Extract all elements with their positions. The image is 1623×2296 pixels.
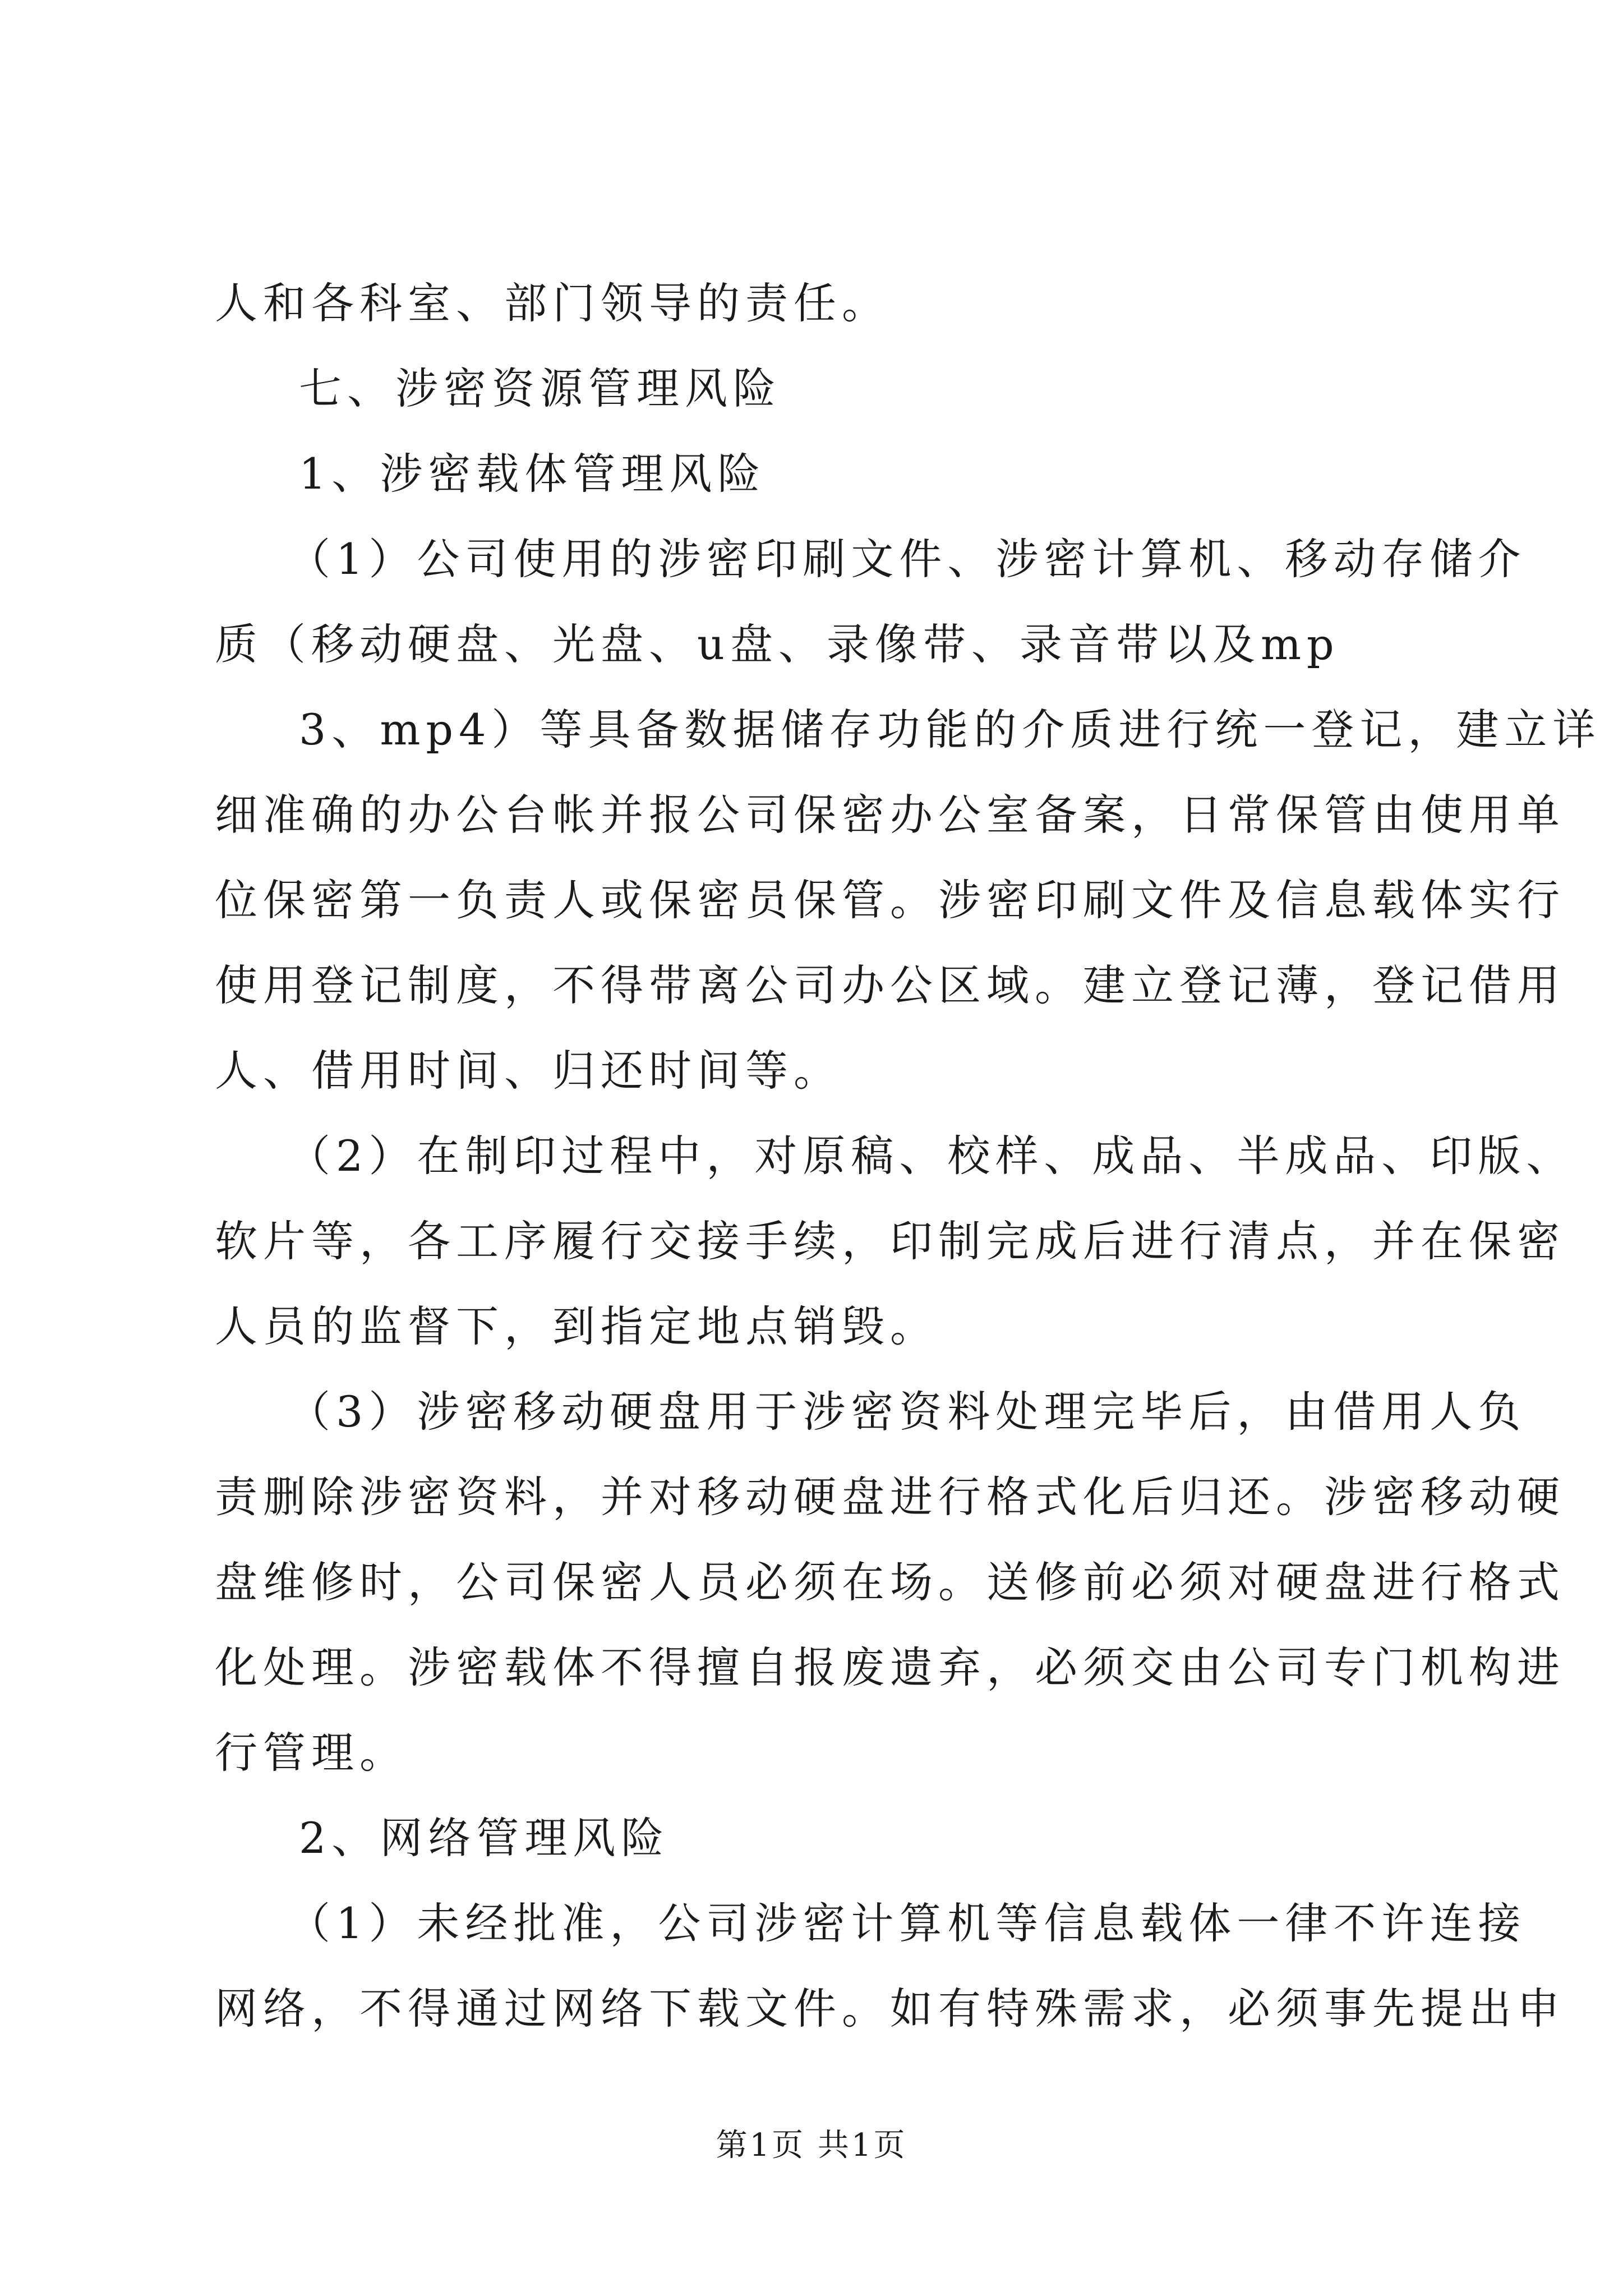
text-line: （2）在制印过程中，对原稿、校样、成品、半成品、印版、 [288,1131,1575,1181]
text-line: 人员的监督下，到指定地点销毁。 [215,1301,938,1351]
text-line: 人、借用时间、归还时间等。 [215,1046,842,1096]
document-body [215,261,1601,2051]
subsection-heading: 1、涉密载体管理风险 [299,449,766,499]
text-line: 3、mp4）等具备数据储存功能的介质进行统一登记，建立详 [299,705,1601,754]
text-line: 使用登记制度，不得带离公司办公区域。建立登记薄，登记借用 [215,960,1565,1010]
text-line: 网络，不得通过网络下载文件。如有特殊需求，必须事先提出申 [215,1984,1565,2033]
text-line: （3）涉密移动硬盘用于涉密资料处理完毕后，由借用人负 [288,1387,1527,1437]
page-footer: 第1页 共1页 [716,2127,907,2164]
text-line: 盘维修时，公司保密人员必须在场。送修前必须对硬盘进行格式 [215,1557,1565,1607]
text-line: 质（移动硬盘、光盘、u盘、录像带、录音带以及mp [215,619,1340,669]
text-line: 行管理。 [215,1728,408,1778]
text-line: 化处理。涉密载体不得擅自报废遗弃，必须交由公司专门机构进 [215,1642,1565,1692]
text-line: 细准确的办公台帐并报公司保密办公室备案，日常保管由使用单 [215,790,1565,840]
text-line: 责删除涉密资料，并对移动硬盘进行格式化后归还。涉密移动硬 [215,1472,1565,1522]
text-line: 软片等，各工序履行交接手续，印制完成后进行清点，并在保密 [215,1216,1565,1266]
text-line: （1）公司使用的涉密印刷文件、涉密计算机、移动存储介 [288,534,1527,584]
text-line: 人和各科室、部门领导的责任。 [215,278,890,328]
section-heading: 七、涉密资源管理风险 [299,364,781,413]
text-line: （1）未经批准，公司涉密计算机等信息载体一律不许连接 [288,1898,1527,1948]
text-line: 位保密第一负责人或保密员保管。涉密印刷文件及信息载体实行 [215,875,1565,925]
subsection-heading: 2、网络管理风险 [299,1813,670,1863]
